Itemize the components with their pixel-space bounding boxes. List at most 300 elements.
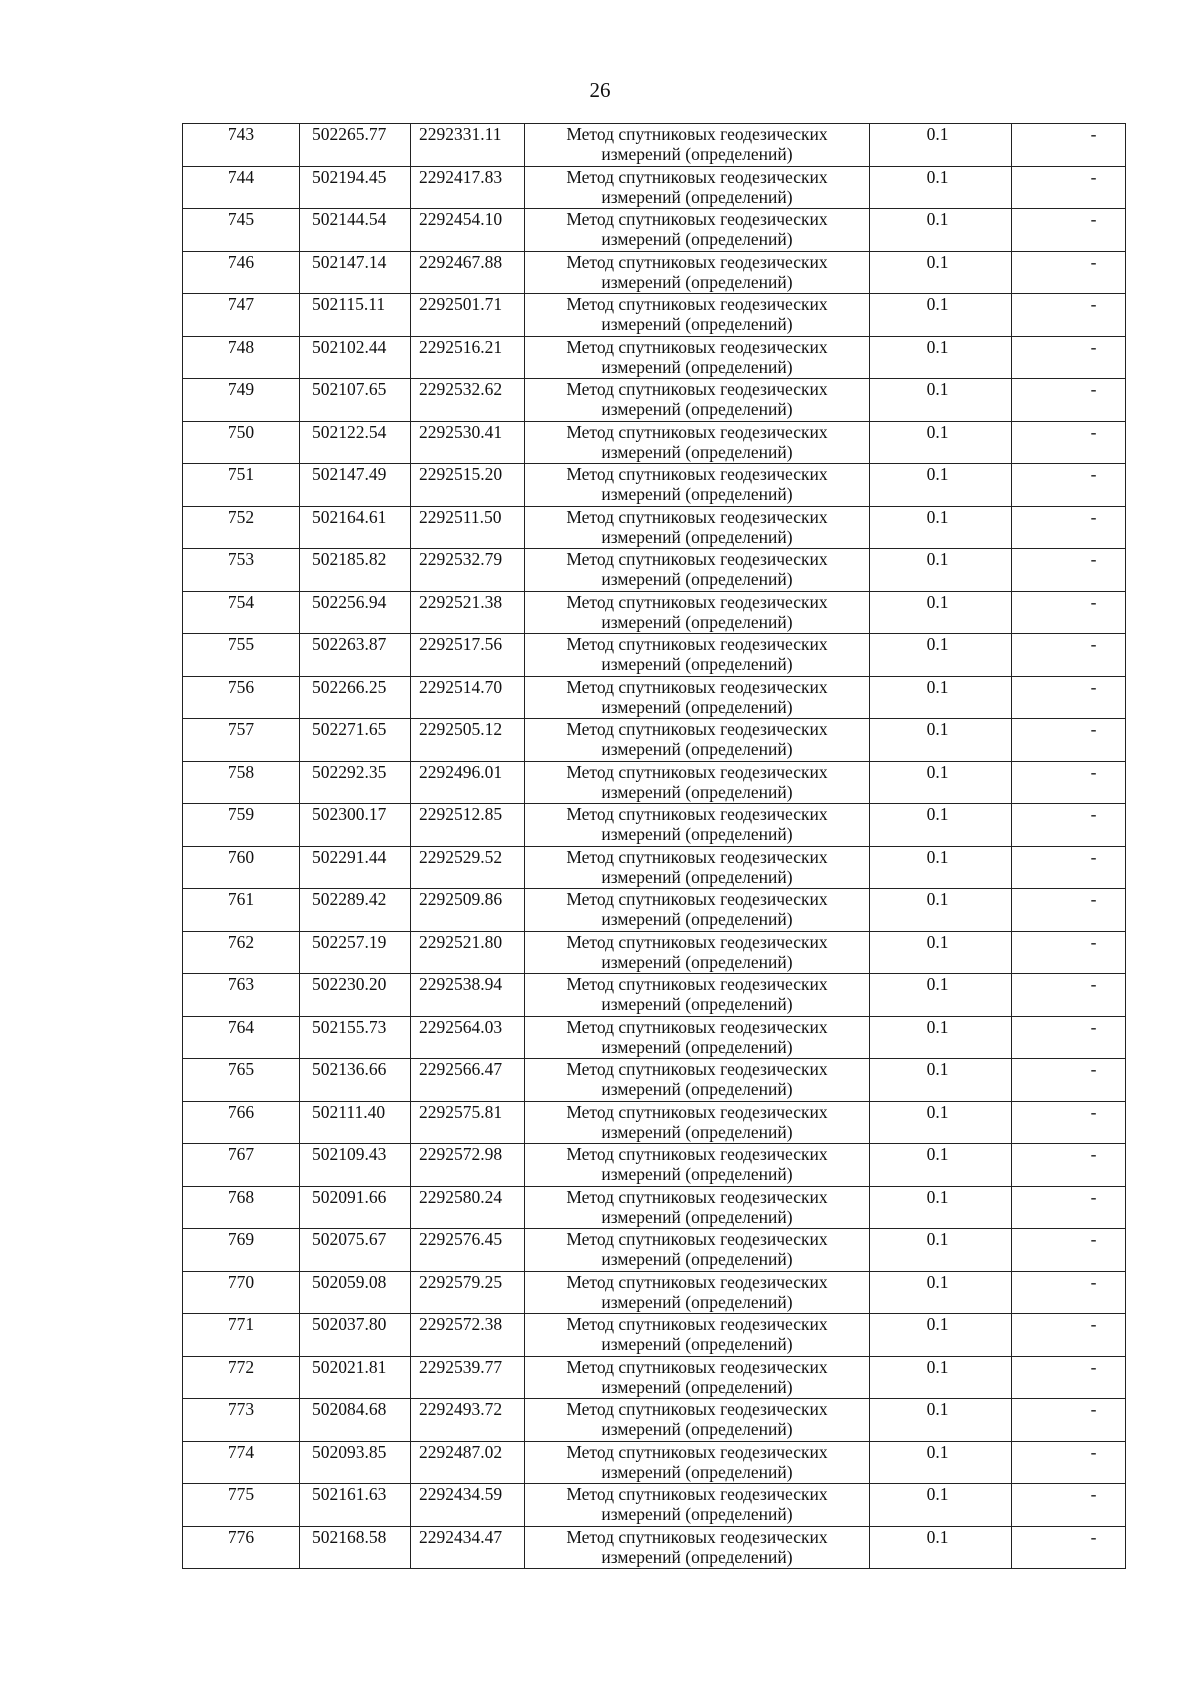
- y-coordinate-cell: 2292501.71: [411, 294, 525, 337]
- method-line-2: измерений (определений): [601, 229, 793, 249]
- table-row: [183, 166, 1126, 209]
- accuracy-cell: 0.1: [870, 1314, 1012, 1357]
- accuracy-cell: 0.1: [870, 1484, 1012, 1527]
- table-row: [183, 464, 1126, 507]
- method-line-2: измерений (определений): [601, 314, 793, 334]
- y-coordinate-cell: 2292434.59: [411, 1484, 525, 1527]
- y-coordinate-cell: 2292572.98: [411, 1144, 525, 1187]
- point-number-cell: 775: [183, 1484, 300, 1527]
- description-cell: -: [1012, 506, 1126, 549]
- coordinates-table-body: [183, 124, 1126, 1569]
- x-coordinate-cell: 502161.63: [300, 1484, 411, 1527]
- method-line-2: измерений (определений): [601, 356, 793, 377]
- y-coordinate-cell: 2292505.12: [411, 719, 525, 762]
- description-cell: -: [1012, 251, 1126, 294]
- table-row: [183, 294, 1126, 337]
- method-line-1: Метод спутниковых геодезических: [566, 549, 828, 569]
- y-coordinate-cell: 2292538.94: [411, 974, 525, 1017]
- description-cell: -: [1012, 804, 1126, 847]
- method-line-1: Метод спутниковых геодезических: [566, 379, 828, 399]
- method-line-1: Метод спутниковых геодезических: [566, 1314, 828, 1334]
- method-line-1: Метод спутниковых геодезических: [566, 1399, 828, 1419]
- x-coordinate-cell: 502147.49: [300, 464, 411, 507]
- method-line-2: измерений (определений): [601, 1419, 793, 1439]
- method-line-1: Метод спутниковых геодезических: [566, 1526, 828, 1547]
- method-cell: [525, 1101, 870, 1144]
- y-coordinate-cell: 2292580.24: [411, 1186, 525, 1229]
- accuracy-cell: 0.1: [870, 209, 1012, 252]
- y-coordinate-cell: 2292530.41: [411, 421, 525, 464]
- table-row: [183, 719, 1126, 762]
- accuracy-cell: 0.1: [870, 379, 1012, 422]
- description-cell: -: [1012, 1059, 1126, 1102]
- description-cell: -: [1012, 761, 1126, 804]
- description-cell: -: [1012, 591, 1126, 634]
- accuracy-cell: 0.1: [870, 506, 1012, 549]
- y-coordinate-cell: 2292454.10: [411, 209, 525, 252]
- point-number-cell: 745: [183, 209, 300, 252]
- description-cell: -: [1012, 549, 1126, 592]
- method-cell: [525, 1526, 870, 1569]
- description-cell: -: [1012, 1271, 1126, 1314]
- method-line-2: измерений (определений): [601, 1249, 793, 1269]
- method-line-1: Метод спутниковых геодезических: [566, 974, 828, 994]
- x-coordinate-cell: 502144.54: [300, 209, 411, 252]
- x-coordinate-cell: 502084.68: [300, 1399, 411, 1442]
- y-coordinate-cell: 2292539.77: [411, 1356, 525, 1399]
- point-number-cell: 748: [183, 336, 300, 379]
- method-line-1: Метод спутниковых геодезических: [566, 1059, 828, 1079]
- point-number-cell: 776: [183, 1526, 300, 1569]
- description-cell: -: [1012, 1526, 1126, 1569]
- table-row: [183, 761, 1126, 804]
- method-cell: [525, 1229, 870, 1272]
- method-cell: [525, 1271, 870, 1314]
- x-coordinate-cell: 502093.85: [300, 1441, 411, 1484]
- point-number-cell: 750: [183, 421, 300, 464]
- table-row: [183, 591, 1126, 634]
- method-cell: [525, 889, 870, 932]
- point-number-cell: 762: [183, 931, 300, 974]
- x-coordinate-cell: 502059.08: [300, 1271, 411, 1314]
- method-line-1: Метод спутниковых геодезических: [566, 464, 828, 484]
- point-number-cell: 767: [183, 1144, 300, 1187]
- method-line-2: измерений (определений): [601, 866, 793, 887]
- description-cell: -: [1012, 719, 1126, 762]
- accuracy-cell: 0.1: [870, 761, 1012, 804]
- method-cell: [525, 464, 870, 507]
- point-number-cell: 773: [183, 1399, 300, 1442]
- method-line-2: измерений (определений): [601, 1164, 793, 1184]
- method-line-2: измерений (определений): [601, 1504, 793, 1524]
- method-line-1: Метод спутниковых геодезических: [566, 761, 828, 782]
- method-line-1: Метод спутниковых геодезических: [566, 634, 828, 654]
- method-cell: [525, 846, 870, 889]
- accuracy-cell: 0.1: [870, 1526, 1012, 1569]
- point-number-cell: 770: [183, 1271, 300, 1314]
- table-row: [183, 1526, 1126, 1569]
- description-cell: -: [1012, 1016, 1126, 1059]
- table-row: [183, 1059, 1126, 1102]
- x-coordinate-cell: 502136.66: [300, 1059, 411, 1102]
- method-line-1: Метод спутниковых геодезических: [566, 506, 828, 527]
- x-coordinate-cell: 502256.94: [300, 591, 411, 634]
- description-cell: -: [1012, 336, 1126, 379]
- description-cell: -: [1012, 1441, 1126, 1484]
- point-number-cell: 774: [183, 1441, 300, 1484]
- method-line-2: измерений (определений): [601, 994, 793, 1014]
- table-row: [183, 889, 1126, 932]
- y-coordinate-cell: 2292579.25: [411, 1271, 525, 1314]
- method-cell: [525, 209, 870, 252]
- description-cell: -: [1012, 889, 1126, 932]
- method-line-1: Метод спутниковых геодезических: [566, 209, 828, 229]
- table-row: [183, 1271, 1126, 1314]
- method-cell: [525, 1399, 870, 1442]
- accuracy-cell: 0.1: [870, 591, 1012, 634]
- x-coordinate-cell: 502021.81: [300, 1356, 411, 1399]
- accuracy-cell: 0.1: [870, 804, 1012, 847]
- method-cell: [525, 294, 870, 337]
- method-line-2: измерений (определений): [601, 1206, 793, 1227]
- point-number-cell: 766: [183, 1101, 300, 1144]
- method-line-1: Метод спутниковых геодезических: [566, 1229, 828, 1249]
- point-number-cell: 760: [183, 846, 300, 889]
- x-coordinate-cell: 502102.44: [300, 336, 411, 379]
- table-row: [183, 209, 1126, 252]
- y-coordinate-cell: 2292511.50: [411, 506, 525, 549]
- x-coordinate-cell: 502194.45: [300, 166, 411, 209]
- point-number-cell: 763: [183, 974, 300, 1017]
- method-cell: [525, 719, 870, 762]
- accuracy-cell: 0.1: [870, 634, 1012, 677]
- y-coordinate-cell: 2292517.56: [411, 634, 525, 677]
- x-coordinate-cell: 502300.17: [300, 804, 411, 847]
- point-number-cell: 754: [183, 591, 300, 634]
- description-cell: -: [1012, 379, 1126, 422]
- x-coordinate-cell: 502265.77: [300, 124, 411, 167]
- method-cell: [525, 676, 870, 719]
- description-cell: -: [1012, 634, 1126, 677]
- method-cell: [525, 549, 870, 592]
- accuracy-cell: 0.1: [870, 124, 1012, 167]
- method-line-1: Метод спутниковых геодезических: [566, 1271, 828, 1292]
- point-number-cell: 756: [183, 676, 300, 719]
- method-line-1: Метод спутниковых геодезических: [566, 804, 828, 824]
- method-line-1: Метод спутниковых геодезических: [566, 846, 828, 867]
- accuracy-cell: 0.1: [870, 719, 1012, 762]
- description-cell: -: [1012, 294, 1126, 337]
- y-coordinate-cell: 2292417.83: [411, 166, 525, 209]
- method-line-2: измерений (определений): [601, 1376, 793, 1397]
- y-coordinate-cell: 2292564.03: [411, 1016, 525, 1059]
- method-line-2: измерений (определений): [601, 441, 793, 462]
- table-row: [183, 251, 1126, 294]
- method-line-1: Метод спутниковых геодезических: [566, 1484, 828, 1504]
- accuracy-cell: 0.1: [870, 294, 1012, 337]
- point-number-cell: 765: [183, 1059, 300, 1102]
- method-line-2: измерений (определений): [601, 1036, 793, 1057]
- x-coordinate-cell: 502075.67: [300, 1229, 411, 1272]
- method-cell: [525, 166, 870, 209]
- y-coordinate-cell: 2292521.38: [411, 591, 525, 634]
- y-coordinate-cell: 2292509.86: [411, 889, 525, 932]
- point-number-cell: 744: [183, 166, 300, 209]
- description-cell: -: [1012, 1144, 1126, 1187]
- method-cell: [525, 1186, 870, 1229]
- table-row: [183, 1399, 1126, 1442]
- point-number-cell: 755: [183, 634, 300, 677]
- accuracy-cell: 0.1: [870, 1271, 1012, 1314]
- method-line-1: Метод спутниковых геодезических: [566, 1186, 828, 1207]
- method-line-1: Метод спутниковых геодезических: [566, 421, 828, 442]
- method-cell: [525, 1356, 870, 1399]
- accuracy-cell: 0.1: [870, 549, 1012, 592]
- accuracy-cell: 0.1: [870, 166, 1012, 209]
- method-line-2: измерений (определений): [601, 1079, 793, 1099]
- y-coordinate-cell: 2292487.02: [411, 1441, 525, 1484]
- method-cell: [525, 974, 870, 1017]
- description-cell: -: [1012, 1229, 1126, 1272]
- method-line-2: измерений (определений): [601, 484, 793, 504]
- y-coordinate-cell: 2292512.85: [411, 804, 525, 847]
- method-line-1: Метод спутниковых геодезических: [566, 1144, 828, 1164]
- method-cell: [525, 379, 870, 422]
- method-line-1: Метод спутниковых геодезических: [566, 1016, 828, 1037]
- method-cell: [525, 506, 870, 549]
- x-coordinate-cell: 502168.58: [300, 1526, 411, 1569]
- point-number-cell: 757: [183, 719, 300, 762]
- description-cell: -: [1012, 209, 1126, 252]
- method-cell: [525, 1016, 870, 1059]
- method-line-2: измерений (определений): [601, 1291, 793, 1312]
- y-coordinate-cell: 2292576.45: [411, 1229, 525, 1272]
- x-coordinate-cell: 502291.44: [300, 846, 411, 889]
- accuracy-cell: 0.1: [870, 1441, 1012, 1484]
- x-coordinate-cell: 502147.14: [300, 251, 411, 294]
- y-coordinate-cell: 2292516.21: [411, 336, 525, 379]
- method-line-2: измерений (определений): [601, 399, 793, 419]
- table-row: [183, 634, 1126, 677]
- description-cell: -: [1012, 974, 1126, 1017]
- method-cell: [525, 421, 870, 464]
- method-cell: [525, 761, 870, 804]
- y-coordinate-cell: 2292572.38: [411, 1314, 525, 1357]
- x-coordinate-cell: 502271.65: [300, 719, 411, 762]
- point-number-cell: 764: [183, 1016, 300, 1059]
- accuracy-cell: 0.1: [870, 1016, 1012, 1059]
- point-number-cell: 761: [183, 889, 300, 932]
- method-cell: [525, 591, 870, 634]
- method-line-2: измерений (определений): [601, 1546, 793, 1567]
- method-line-2: измерений (определений): [601, 1121, 793, 1142]
- y-coordinate-cell: 2292529.52: [411, 846, 525, 889]
- method-line-1: Метод спутниковых геодезических: [566, 1441, 828, 1462]
- method-line-2: измерений (определений): [601, 144, 793, 164]
- method-line-2: измерений (определений): [601, 739, 793, 759]
- method-line-2: измерений (определений): [601, 696, 793, 717]
- description-cell: -: [1012, 1356, 1126, 1399]
- x-coordinate-cell: 502115.11: [300, 294, 411, 337]
- table-row: [183, 931, 1126, 974]
- accuracy-cell: 0.1: [870, 1229, 1012, 1272]
- accuracy-cell: 0.1: [870, 336, 1012, 379]
- method-line-2: измерений (определений): [601, 611, 793, 632]
- x-coordinate-cell: 502230.20: [300, 974, 411, 1017]
- y-coordinate-cell: 2292532.62: [411, 379, 525, 422]
- method-cell: [525, 634, 870, 677]
- y-coordinate-cell: 2292575.81: [411, 1101, 525, 1144]
- method-line-2: измерений (определений): [601, 654, 793, 674]
- y-coordinate-cell: 2292521.80: [411, 931, 525, 974]
- accuracy-cell: 0.1: [870, 974, 1012, 1017]
- x-coordinate-cell: 502257.19: [300, 931, 411, 974]
- description-cell: -: [1012, 166, 1126, 209]
- table-row: [183, 1441, 1126, 1484]
- method-line-1: Метод спутниковых геодезических: [566, 336, 828, 357]
- x-coordinate-cell: 502292.35: [300, 761, 411, 804]
- x-coordinate-cell: 502111.40: [300, 1101, 411, 1144]
- method-line-1: Метод спутниковых геодезических: [566, 719, 828, 739]
- table-row: [183, 1229, 1126, 1272]
- point-number-cell: 768: [183, 1186, 300, 1229]
- point-number-cell: 747: [183, 294, 300, 337]
- x-coordinate-cell: 502037.80: [300, 1314, 411, 1357]
- method-line-1: Метод спутниковых геодезических: [566, 1101, 828, 1122]
- method-line-2: измерений (определений): [601, 271, 793, 292]
- description-cell: -: [1012, 1484, 1126, 1527]
- method-cell: [525, 1484, 870, 1527]
- method-line-1: Метод спутниковых геодезических: [566, 889, 828, 909]
- table-row: [183, 974, 1126, 1017]
- method-line-2: измерений (определений): [601, 1334, 793, 1354]
- method-line-2: измерений (определений): [601, 1461, 793, 1482]
- table-row: [183, 124, 1126, 167]
- method-line-2: измерений (определений): [601, 909, 793, 929]
- table-row: [183, 1101, 1126, 1144]
- x-coordinate-cell: 502289.42: [300, 889, 411, 932]
- table-row: [183, 336, 1126, 379]
- x-coordinate-cell: 502263.87: [300, 634, 411, 677]
- y-coordinate-cell: 2292566.47: [411, 1059, 525, 1102]
- y-coordinate-cell: 2292331.11: [411, 124, 525, 167]
- method-line-1: Метод спутниковых геодезических: [566, 1356, 828, 1377]
- x-coordinate-cell: 502164.61: [300, 506, 411, 549]
- method-line-1: Метод спутниковых геодезических: [566, 676, 828, 697]
- method-line-1: Метод спутниковых геодезических: [566, 251, 828, 272]
- accuracy-cell: 0.1: [870, 676, 1012, 719]
- table-row: [183, 1186, 1126, 1229]
- accuracy-cell: 0.1: [870, 1356, 1012, 1399]
- accuracy-cell: 0.1: [870, 1399, 1012, 1442]
- method-line-1: Метод спутниковых геодезических: [566, 591, 828, 612]
- method-cell: [525, 124, 870, 167]
- point-number-cell: 751: [183, 464, 300, 507]
- y-coordinate-cell: 2292496.01: [411, 761, 525, 804]
- accuracy-cell: 0.1: [870, 889, 1012, 932]
- y-coordinate-cell: 2292514.70: [411, 676, 525, 719]
- point-number-cell: 752: [183, 506, 300, 549]
- table-row: [183, 1484, 1126, 1527]
- description-cell: -: [1012, 931, 1126, 974]
- table-row: [183, 804, 1126, 847]
- table-row: [183, 1314, 1126, 1357]
- table-row: [183, 421, 1126, 464]
- x-coordinate-cell: 502091.66: [300, 1186, 411, 1229]
- y-coordinate-cell: 2292434.47: [411, 1526, 525, 1569]
- method-line-1: Метод спутниковых геодезических: [566, 931, 828, 952]
- description-cell: -: [1012, 1314, 1126, 1357]
- accuracy-cell: 0.1: [870, 1101, 1012, 1144]
- accuracy-cell: 0.1: [870, 1186, 1012, 1229]
- table-row: [183, 1356, 1126, 1399]
- method-line-1: Метод спутниковых геодезических: [566, 294, 828, 314]
- accuracy-cell: 0.1: [870, 1059, 1012, 1102]
- table-row: [183, 846, 1126, 889]
- y-coordinate-cell: 2292532.79: [411, 549, 525, 592]
- method-cell: [525, 931, 870, 974]
- x-coordinate-cell: 502107.65: [300, 379, 411, 422]
- description-cell: -: [1012, 676, 1126, 719]
- description-cell: -: [1012, 1186, 1126, 1229]
- table-row: [183, 1016, 1126, 1059]
- method-cell: [525, 336, 870, 379]
- y-coordinate-cell: 2292515.20: [411, 464, 525, 507]
- description-cell: -: [1012, 464, 1126, 507]
- point-number-cell: 758: [183, 761, 300, 804]
- point-number-cell: 772: [183, 1356, 300, 1399]
- method-line-2: измерений (определений): [601, 569, 793, 589]
- accuracy-cell: 0.1: [870, 464, 1012, 507]
- x-coordinate-cell: 502155.73: [300, 1016, 411, 1059]
- point-number-cell: 771: [183, 1314, 300, 1357]
- method-cell: [525, 1314, 870, 1357]
- method-cell: [525, 1059, 870, 1102]
- description-cell: -: [1012, 1399, 1126, 1442]
- method-line-1: Метод спутниковых геодезических: [566, 124, 828, 144]
- method-line-2: измерений (определений): [601, 824, 793, 844]
- point-number-cell: 749: [183, 379, 300, 422]
- accuracy-cell: 0.1: [870, 846, 1012, 889]
- point-number-cell: 759: [183, 804, 300, 847]
- x-coordinate-cell: 502266.25: [300, 676, 411, 719]
- method-line-2: измерений (определений): [601, 951, 793, 972]
- table-row: [183, 1144, 1126, 1187]
- method-line-2: измерений (определений): [601, 186, 793, 207]
- table-row: [183, 549, 1126, 592]
- coordinates-table: [182, 123, 1126, 1569]
- point-number-cell: 753: [183, 549, 300, 592]
- table-row: [183, 676, 1126, 719]
- x-coordinate-cell: 502185.82: [300, 549, 411, 592]
- x-coordinate-cell: 502122.54: [300, 421, 411, 464]
- accuracy-cell: 0.1: [870, 931, 1012, 974]
- method-cell: [525, 1441, 870, 1484]
- page-number: 26: [589, 78, 611, 102]
- method-line-2: измерений (определений): [601, 526, 793, 547]
- method-line-1: Метод спутниковых геодезических: [566, 166, 828, 187]
- description-cell: -: [1012, 421, 1126, 464]
- y-coordinate-cell: 2292493.72: [411, 1399, 525, 1442]
- description-cell: -: [1012, 846, 1126, 889]
- x-coordinate-cell: 502109.43: [300, 1144, 411, 1187]
- description-cell: -: [1012, 124, 1126, 167]
- point-number-cell: 746: [183, 251, 300, 294]
- accuracy-cell: 0.1: [870, 421, 1012, 464]
- description-cell: -: [1012, 1101, 1126, 1144]
- point-number-cell: 743: [183, 124, 300, 167]
- method-cell: [525, 251, 870, 294]
